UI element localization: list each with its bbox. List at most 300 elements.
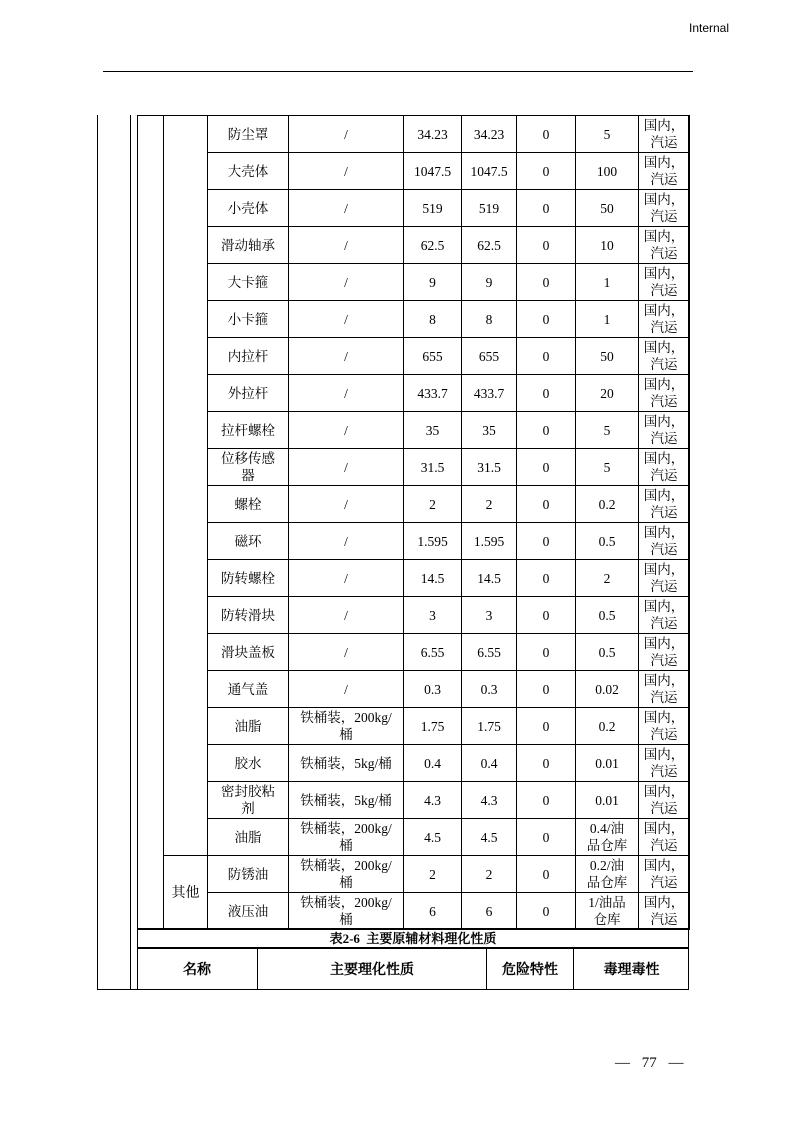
source-text: 国内，汽运 [643,562,685,594]
quantity-3-cell [517,856,576,893]
packaging-cell [289,856,404,893]
source-cell [639,486,690,523]
packaging-text: 铁桶装，5kg/桶 [300,792,392,808]
packaging-cell [289,893,404,930]
source-cell [639,227,690,264]
packaging-cell [289,671,404,708]
quantity-1-text: 9 [429,274,436,290]
quantity-2-text: 1.595 [473,533,505,549]
quantity-2-text: 34.23 [473,126,505,142]
materials-table-body [138,116,690,930]
quantity-2-text: 3 [485,607,493,623]
table-row [138,227,690,264]
material-name-text: 油脂 [234,718,262,734]
material-name-cell [208,375,289,412]
material-name-cell [208,597,289,634]
quantity-1-text: 3 [429,607,436,623]
storage-cell [576,893,639,930]
storage-text: 20 [600,385,614,401]
header-name: 名称 [137,949,258,989]
packaging-text: / [344,422,348,438]
material-name-text: 小卡箍 [227,311,269,327]
storage-text: 1/油品仓库 [588,895,626,927]
quantity-3-cell [517,893,576,930]
quantity-2-cell [462,486,517,523]
material-name-text: 胶水 [234,755,262,771]
packaging-text: / [344,348,348,364]
quantity-2-text: 4.5 [480,829,498,845]
storage-cell [576,856,639,893]
source-cell [639,449,690,486]
quantity-1-cell [404,560,462,597]
material-name-text: 油脂 [234,829,262,845]
quantity-3-cell [517,671,576,708]
storage-text: 0.2/油品仓库 [586,858,628,890]
quantity-2-text: 0.3 [480,681,498,697]
quantity-2-cell [462,301,517,338]
quantity-3-text: 0 [542,866,550,882]
table-2-6-caption: 表2-6 主要原辅材料理化性质 [137,928,689,949]
packaging-cell [289,560,404,597]
table-row [138,116,690,153]
packaging-cell [289,708,404,745]
quantity-3-text: 0 [542,607,550,623]
quantity-3-cell [517,560,576,597]
quantity-3-text: 0 [542,792,550,808]
storage-cell [576,597,639,634]
table-row [138,560,690,597]
storage-cell [576,560,639,597]
storage-text: 0.02 [595,681,619,697]
quantity-3-text: 0 [542,163,550,179]
material-name-cell [208,856,289,893]
packaging-text: 铁桶装，200kg/桶 [300,858,392,890]
quantity-3-text: 0 [542,533,550,549]
storage-cell [576,449,639,486]
table-row [138,412,690,449]
quantity-2-text: 1.75 [477,718,501,734]
source-text: 国内，汽运 [643,784,685,816]
storage-text: 50 [600,348,614,364]
quantity-3-text: 0 [542,311,550,327]
quantity-2-text: 62.5 [477,237,501,253]
packaging-cell [289,264,404,301]
quantity-2-text: 1047.5 [470,163,508,179]
source-cell [639,153,690,190]
quantity-1-text: 4.5 [424,829,441,845]
table-2-6-header-row [137,949,689,989]
quantity-3-text: 0 [542,385,550,401]
storage-text: 1 [603,274,611,290]
quantity-2-cell [462,523,517,560]
packaging-cell [289,301,404,338]
quantity-1-text: 0.3 [424,681,441,697]
source-text: 国内，汽运 [643,821,685,853]
packaging-cell [289,153,404,190]
storage-cell [576,227,639,264]
source-cell [639,523,690,560]
table-row [138,745,690,782]
table-row [138,375,690,412]
material-name-text: 密封胶粘剂 [221,784,275,816]
source-cell [639,264,690,301]
packaging-text: / [344,459,348,475]
storage-cell [576,412,639,449]
source-cell [639,560,690,597]
source-cell [639,708,690,745]
material-name-text: 内拉杆 [227,348,269,364]
storage-cell [576,153,639,190]
table-row [138,301,690,338]
material-name-text: 滑动轴承 [221,237,275,253]
quantity-2-text: 2 [485,496,493,512]
material-name-cell [208,116,289,153]
quantity-1-cell [404,782,462,819]
table-row [138,819,690,856]
table-row [138,708,690,745]
table-row [138,671,690,708]
packaging-text: / [344,237,348,253]
source-text: 国内，汽运 [643,229,685,261]
storage-cell [576,190,639,227]
storage-text: 5 [603,459,611,475]
quantity-1-cell [404,671,462,708]
material-name-text: 滑块盖板 [221,644,275,660]
storage-text: 0.5 [598,607,616,623]
storage-text: 0.2 [598,496,616,512]
packaging-text: 铁桶装，200kg/桶 [300,710,392,742]
quantity-1-text: 519 [422,200,443,216]
packaging-cell [289,523,404,560]
quantity-3-text: 0 [542,126,550,142]
quantity-2-cell [462,782,517,819]
quantity-2-text: 9 [485,274,493,290]
quantity-3-cell [517,190,576,227]
packaging-cell [289,782,404,819]
material-name-text: 位移传感器 [221,451,275,483]
quantity-2-cell [462,708,517,745]
storage-text: 0.01 [595,755,619,771]
quantity-3-cell [517,523,576,560]
table-row [138,634,690,671]
table-row [138,597,690,634]
storage-text: 0.2 [598,718,616,734]
storage-cell [576,264,639,301]
quantity-2-text: 35 [482,422,496,438]
material-name-text: 大卡箍 [227,274,269,290]
material-name-cell [208,227,289,264]
source-text: 国内，汽运 [643,858,685,890]
quantity-3-cell [517,486,576,523]
source-cell [639,190,690,227]
source-cell [639,819,690,856]
quantity-3-text: 0 [542,200,550,216]
quantity-2-text: 31.5 [477,459,501,475]
packaging-cell [289,227,404,264]
storage-cell [576,745,639,782]
quantity-1-text: 1047.5 [413,163,452,179]
quantity-3-cell [517,634,576,671]
storage-cell [576,301,639,338]
quantity-2-cell [462,856,517,893]
packaging-cell [289,412,404,449]
packaging-cell [289,190,404,227]
quantity-1-cell [404,745,462,782]
material-name-cell [208,671,289,708]
quantity-1-cell [404,264,462,301]
storage-text: 10 [600,237,614,253]
source-text: 国内，汽运 [643,377,685,409]
packaging-text: / [344,570,348,586]
source-text: 国内，汽运 [643,451,685,483]
quantity-2-text: 0.4 [480,755,498,771]
material-name-text: 液压油 [227,903,269,919]
source-text: 国内，汽运 [643,155,685,187]
source-cell [639,671,690,708]
storage-text: 0.5 [598,533,616,549]
quantity-2-text: 6.55 [477,644,501,660]
packaging-text: / [344,385,348,401]
quantity-1-text: 34.23 [417,126,448,142]
source-cell [639,745,690,782]
storage-cell [576,671,639,708]
quantity-1-text: 31.5 [420,459,445,475]
quantity-1-text: 433.7 [417,385,448,401]
quantity-2-text: 655 [478,348,500,364]
packaging-text: / [344,163,348,179]
source-text: 国内，汽运 [643,488,685,520]
source-cell [639,301,690,338]
table-row [138,338,690,375]
quantity-2-text: 14.5 [477,570,501,586]
packaging-cell [289,634,404,671]
source-cell [639,856,690,893]
quantity-1-cell [404,227,462,264]
quantity-1-cell [404,375,462,412]
storage-text: 5 [603,126,611,142]
packaging-cell [289,449,404,486]
quantity-2-cell [462,375,517,412]
quantity-1-cell [404,597,462,634]
material-name-text: 防转滑块 [221,607,275,623]
header-hazard: 危险特性 [487,949,574,989]
header-rule [103,71,693,72]
source-cell [639,375,690,412]
quantity-1-text: 655 [422,348,443,364]
quantity-2-cell [462,819,517,856]
quantity-2-cell [462,264,517,301]
materials-table [137,115,690,930]
quantity-1-cell [404,153,462,190]
quantity-2-text: 433.7 [473,385,505,401]
quantity-3-cell [517,375,576,412]
packaging-cell [289,338,404,375]
quantity-3-text: 0 [542,829,550,845]
table-row [138,190,690,227]
source-text: 国内，汽运 [643,599,685,631]
source-text: 国内，汽运 [643,710,685,742]
packaging-text: / [344,644,348,660]
quantity-1-text: 14.5 [420,570,445,586]
packaging-text: / [344,200,348,216]
material-name-cell [208,523,289,560]
material-name-cell [208,634,289,671]
packaging-text: / [344,311,348,327]
packaging-text: / [344,274,348,290]
quantity-3-cell [517,301,576,338]
material-name-text: 防锈油 [227,866,269,882]
quantity-3-cell [517,264,576,301]
quantity-1-cell [404,819,462,856]
source-text: 国内，汽运 [643,747,685,779]
source-text: 国内，汽运 [643,266,685,298]
table-row [138,153,690,190]
source-text: 国内，汽运 [643,673,685,705]
storage-text: 0.4/油品仓库 [586,821,628,853]
quantity-3-cell [517,449,576,486]
quantity-2-cell [462,116,517,153]
quantity-1-cell [404,449,462,486]
material-name-cell [208,745,289,782]
storage-text: 2 [603,570,611,586]
quantity-3-cell [517,227,576,264]
material-name-cell [208,264,289,301]
quantity-2-cell [462,634,517,671]
quantity-3-text: 0 [542,237,550,253]
packaging-text: 铁桶装，200kg/桶 [300,821,392,853]
material-name-cell [208,338,289,375]
material-name-text: 外拉杆 [227,385,269,401]
source-cell [639,412,690,449]
table-divider-line [130,115,131,989]
storage-cell [576,338,639,375]
material-name-text: 大壳体 [227,163,269,179]
table-row [138,523,690,560]
quantity-1-cell [404,190,462,227]
storage-cell [576,634,639,671]
storage-text: 5 [603,422,611,438]
quantity-3-text: 0 [542,274,550,290]
quantity-1-cell [404,856,462,893]
storage-text: 100 [596,163,618,179]
table-row [138,856,690,893]
storage-cell [576,486,639,523]
packaging-cell [289,375,404,412]
quantity-3-text: 0 [542,644,550,660]
quantity-3-text: 0 [542,570,550,586]
quantity-2-cell [462,745,517,782]
source-cell [639,634,690,671]
quantity-1-text: 1.75 [420,718,445,734]
quantity-3-cell [517,412,576,449]
quantity-3-text: 0 [542,903,550,919]
material-name-text: 拉杆螺栓 [221,422,275,438]
header-properties: 主要理化性质 [258,949,487,989]
quantity-2-cell [462,190,517,227]
quantity-1-text: 6.55 [420,644,445,660]
quantity-2-text: 6 [485,903,493,919]
packaging-text: 铁桶装，200kg/桶 [300,895,392,927]
page-number: — 77 — [615,1055,684,1071]
material-name-cell [208,782,289,819]
blank-column-cell [138,116,164,930]
quantity-1-text: 0.4 [424,755,441,771]
quantity-3-cell [517,782,576,819]
source-cell [639,116,690,153]
quantity-1-text: 2 [429,496,436,512]
quantity-2-cell [462,893,517,930]
packaging-cell [289,486,404,523]
material-name-cell [208,301,289,338]
quantity-2-text: 8 [485,311,493,327]
category-cell [164,116,208,856]
quantity-2-cell [462,597,517,634]
material-name-cell [208,153,289,190]
material-name-text: 防尘罩 [227,126,269,142]
material-name-cell [208,819,289,856]
quantity-2-cell [462,560,517,597]
quantity-3-cell [517,338,576,375]
packaging-cell [289,819,404,856]
quantity-2-text: 2 [485,866,493,882]
packaging-text: / [344,533,348,549]
category-label: 其他 [171,885,200,901]
source-text: 国内，汽运 [643,414,685,446]
quantity-3-text: 0 [542,681,550,697]
quantity-1-text: 8 [429,311,436,327]
quantity-3-cell [517,116,576,153]
packaging-text: 铁桶装，5kg/桶 [300,755,392,771]
material-name-cell [208,893,289,930]
table-row [138,486,690,523]
storage-text: 50 [600,200,614,216]
source-text: 国内，汽运 [643,636,685,668]
quantity-2-cell [462,671,517,708]
material-name-cell [208,560,289,597]
material-name-text: 防转螺栓 [221,570,275,586]
storage-cell [576,116,639,153]
quantity-1-cell [404,893,462,930]
quantity-2-cell [462,449,517,486]
packaging-text: / [344,607,348,623]
quantity-3-text: 0 [542,348,550,364]
material-name-cell [208,449,289,486]
classification-label: Internal [689,21,730,35]
quantity-1-text: 35 [425,422,440,438]
table-row [138,264,690,301]
source-cell [639,597,690,634]
quantity-1-text: 1.595 [417,533,448,549]
quantity-1-cell [404,301,462,338]
quantity-2-cell [462,153,517,190]
packaging-cell [289,116,404,153]
packaging-text: / [344,496,348,512]
storage-cell [576,819,639,856]
source-cell [639,338,690,375]
source-cell [639,893,690,930]
quantity-2-text: 4.3 [480,792,498,808]
material-name-text: 小壳体 [227,200,269,216]
quantity-1-cell [404,708,462,745]
material-name-text: 螺栓 [234,496,262,512]
packaging-cell [289,745,404,782]
source-text: 国内，汽运 [643,192,685,224]
quantity-1-cell [404,412,462,449]
packaging-text: / [344,681,348,697]
source-cell [639,782,690,819]
storage-text: 0.01 [595,792,619,808]
quantity-2-cell [462,227,517,264]
